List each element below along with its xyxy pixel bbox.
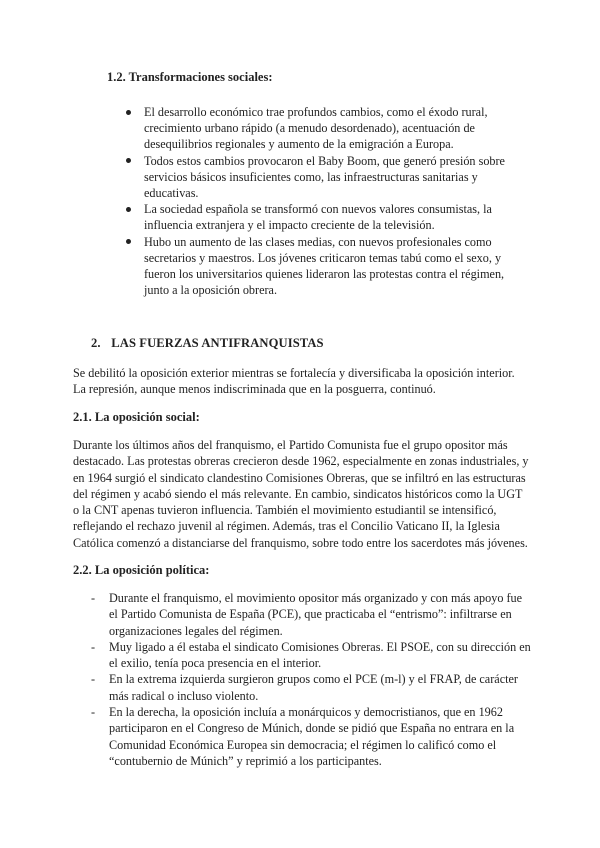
list-item [91,704,531,769]
bullet-list-transformaciones [122,104,522,298]
heading-oposicion-politica: 2.2. La oposición política: [73,563,210,577]
list-item [122,104,522,153]
list-item-text: Todos estos cambios provocaron el Baby Boom, que generó presión sobre servicios básicos insuficientes como, las infraestructuras sanitarias y educativas. [144,153,505,201]
list-item [122,234,522,299]
section-title-text: LAS FUERZAS ANTIFRANQUISTAS [111,336,324,350]
list-item [91,590,531,639]
list-item-text: En la extrema izquierda surgieron grupos como el PCE (m-l) y el FRAP, de carácter más radical o incluso violento. [109,672,518,703]
bullet-dot-icon [126,110,131,115]
list-item [122,201,522,233]
dash-marker: - [91,705,96,720]
bullet-dot-icon [126,158,131,163]
list-item-text: Durante el franquismo, el movimiento opositor más organizado y con más apoyo fue el Partido Comunista de España (PCE), que practicaba el “entrismo”: infiltrarse en organizaciones legales del régimen. [109,591,523,638]
list-item [122,153,522,202]
bullet-dot-icon [126,207,131,212]
section-title-fuerzas-antifranquistas [91,336,324,351]
dash-marker: - [91,639,96,654]
dash-marker: - [91,591,96,605]
list-item-text: El desarrollo económico trae profundos cambios, como el éxodo rural, crecimiento urbano rápido (a menudo desordenado), acentuación de desequilibrios regionales y aumento de la emigración a Europa. [144,105,488,152]
bullet-dot-icon [126,239,131,244]
list-item-text: La sociedad española se transformó con nuevos valores consumistas, la influencia extranjera y el impacto creciente de la televisión. [144,202,492,233]
dash-marker: - [91,672,96,687]
list-item-text: Muy ligado a él estaba el sindicato Comisiones Obreras. El PSOE, con su dirección en el exilio, tenía poca presencia en el interior. [109,639,531,671]
heading-oposicion-social: 2.1. La oposición social: [73,410,200,424]
list-item-text: En la derecha, la oposición incluía a monárquicos y democristianos, que en 1962 participaron en el Congreso de Múnich, donde se pidió que España no entrara en la Comunidad Económica Europea sin democracia; el régimen lo calificó como el “contubernio de Múnich” y reprimió a los participantes. [109,705,515,768]
list-item [91,639,531,672]
paragraph-oposicion-social: Durante los últimos años del franquismo, el Partido Comunista fue el grupo opositor más destacado. Las protestas obreras crecieron desde 1962, especialmente en zonas industriales, y en 1964 surgió el sindicato clandestino Comisiones Obreras, que se infiltró en las estructuras del régimen y acabó siendo el más relevante. En cambio, sindicatos históricos como la UGT o la CNT apenas tuvieron influencia. También el movimiento estudiantil se intensificó, reflejando el rechazo juvenil al régimen. Además, tras el Concilio Vaticano II, la Iglesia Católica comenzó a distanciarse del franquismo, sobre todo entre los sacerdotes más jóvenes. [73,438,529,550]
list-item [91,671,531,704]
list-item-text: Hubo un aumento de las clases medias, con nuevos profesionales como secretarios y maestros. Los jóvenes criticaron temas tabú como el sexo, y fueron los universitarios quienes lideraron las protestas contra el régimen, junto a la oposición obrera. [144,234,505,298]
section-number: 2. [91,336,101,350]
dash-list-oposicion-politica [91,590,531,769]
intro-paragraph: Se debilitó la oposición exterior mientras se fortalecía y diversificaba la oposición interior. La represión, aunque menos indiscriminada que en la posguerra, continuó. [73,366,515,397]
heading-transformaciones-sociales: 1.2. Transformaciones sociales: [107,70,273,84]
